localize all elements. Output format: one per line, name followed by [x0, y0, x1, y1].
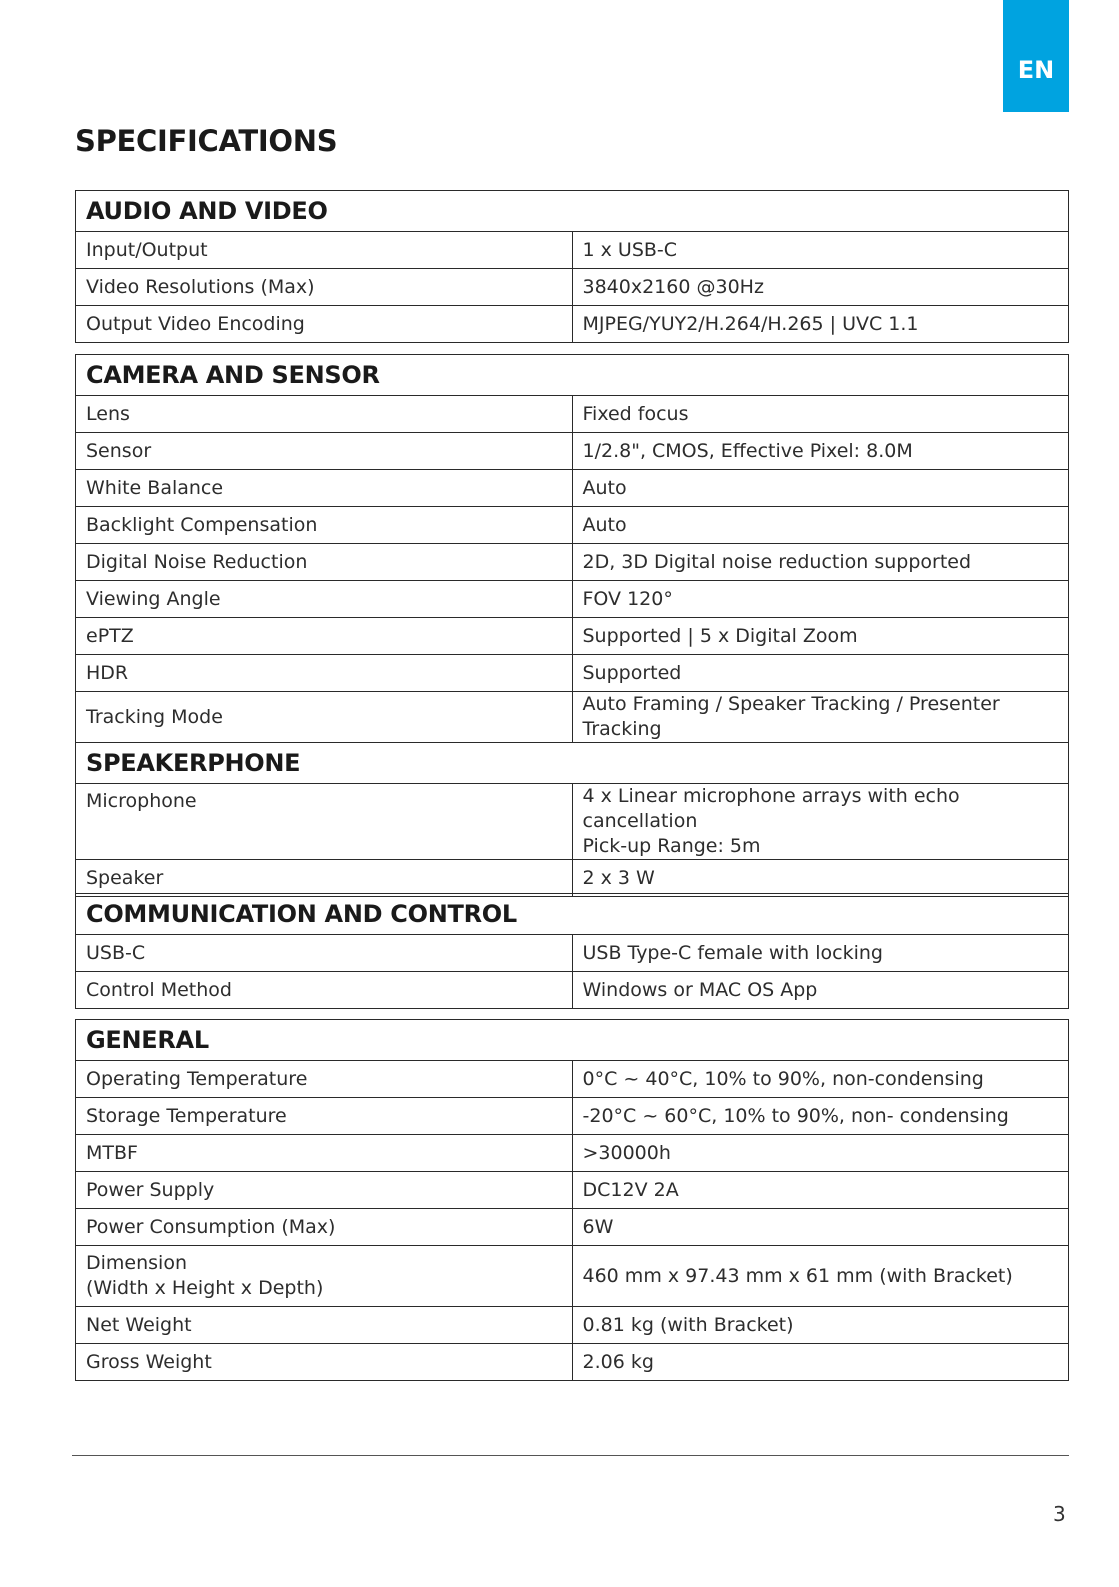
- table-row: [76, 1209, 1069, 1246]
- spec-key: Lens: [76, 396, 573, 433]
- spec-table-communication-control: [75, 893, 1069, 1009]
- spec-value: Supported | 5 x Digital Zoom: [572, 618, 1069, 655]
- language-tab: [1003, 0, 1069, 112]
- footer-divider: [72, 1455, 1069, 1456]
- spec-value: Auto Framing / Speaker Tracking / Presenter Tracking: [572, 692, 1069, 743]
- spec-value: Fixed focus: [572, 396, 1069, 433]
- spec-table-audio-video: [75, 190, 1069, 343]
- table-row: [76, 1344, 1069, 1381]
- table-row: [76, 692, 1069, 743]
- spec-value: DC12V 2A: [572, 1172, 1069, 1209]
- spec-value: 460 mm x 97.43 mm x 61 mm (with Bracket): [572, 1246, 1069, 1307]
- page-title: SPECIFICATIONS: [75, 124, 338, 158]
- spec-key: Digital Noise Reduction: [76, 544, 573, 581]
- table-row: [76, 1246, 1069, 1307]
- spec-key: Viewing Angle: [76, 581, 573, 618]
- table-row: [76, 269, 1069, 306]
- spec-value: MJPEG/YUY2/H.264/H.265 | UVC 1.1: [572, 306, 1069, 343]
- spec-key: [76, 1246, 573, 1307]
- table-row: [76, 618, 1069, 655]
- spec-key: Backlight Compensation: [76, 507, 573, 544]
- section-heading: GENERAL: [76, 1020, 1069, 1061]
- spec-value: 1 x USB-C: [572, 232, 1069, 269]
- spec-key: Storage Temperature: [76, 1098, 573, 1135]
- spec-value: 2D, 3D Digital noise reduction supported: [572, 544, 1069, 581]
- table-row: [76, 1307, 1069, 1344]
- spec-table-speakerphone: [75, 742, 1069, 897]
- spec-key: Output Video Encoding: [76, 306, 573, 343]
- page-number: 3: [1053, 1502, 1066, 1526]
- table-row: [76, 507, 1069, 544]
- spec-table-camera-sensor: [75, 354, 1069, 743]
- spec-key-line: Dimension: [86, 1252, 187, 1274]
- table-row: [76, 1098, 1069, 1135]
- table-row: [76, 1135, 1069, 1172]
- spec-value: 0.81 kg (with Bracket): [572, 1307, 1069, 1344]
- table-row: [76, 306, 1069, 343]
- table-row: [76, 655, 1069, 692]
- table-row: [76, 232, 1069, 269]
- table-row: [76, 860, 1069, 897]
- table-row: [76, 972, 1069, 1009]
- spec-key: Video Resolutions (Max): [76, 269, 573, 306]
- spec-value: -20°C ~ 60°C, 10% to 90%, non- condensing: [572, 1098, 1069, 1135]
- spec-value: Windows or MAC OS App: [572, 972, 1069, 1009]
- table-row: [76, 581, 1069, 618]
- table-row: [76, 396, 1069, 433]
- section-heading: CAMERA AND SENSOR: [76, 355, 1069, 396]
- table-row: [76, 1061, 1069, 1098]
- spec-value: >30000h: [572, 1135, 1069, 1172]
- table-row: [76, 433, 1069, 470]
- spec-key-line: (Width x Height x Depth): [86, 1277, 324, 1299]
- table-row: [76, 1172, 1069, 1209]
- spec-key: Gross Weight: [76, 1344, 573, 1381]
- spec-table-general: [75, 1019, 1069, 1381]
- language-tab-label: EN: [1017, 56, 1055, 84]
- spec-value-line: 4 x Linear microphone arrays with echo cancellation: [582, 785, 960, 832]
- table-row: [76, 935, 1069, 972]
- spec-key: Power Supply: [76, 1172, 573, 1209]
- spec-key: Speaker: [76, 860, 573, 897]
- spec-key: Net Weight: [76, 1307, 573, 1344]
- spec-key: Tracking Mode: [76, 692, 573, 743]
- section-heading: SPEAKERPHONE: [76, 743, 1069, 784]
- spec-value: USB Type-C female with locking: [572, 935, 1069, 972]
- spec-key: Microphone: [76, 784, 573, 860]
- spec-value: 6W: [572, 1209, 1069, 1246]
- spec-value: [572, 784, 1069, 860]
- spec-value: 2 x 3 W: [572, 860, 1069, 897]
- spec-value: Supported: [572, 655, 1069, 692]
- spec-value: 1/2.8", CMOS, Effective Pixel: 8.0M: [572, 433, 1069, 470]
- spec-key: Sensor: [76, 433, 573, 470]
- spec-value: Auto: [572, 507, 1069, 544]
- spec-value: 0°C ~ 40°C, 10% to 90%, non-condensing: [572, 1061, 1069, 1098]
- spec-key: MTBF: [76, 1135, 573, 1172]
- table-row: [76, 470, 1069, 507]
- spec-key: Input/Output: [76, 232, 573, 269]
- spec-value: 2.06 kg: [572, 1344, 1069, 1381]
- spec-key: HDR: [76, 655, 573, 692]
- spec-key: ePTZ: [76, 618, 573, 655]
- spec-key: USB-C: [76, 935, 573, 972]
- spec-key: White Balance: [76, 470, 573, 507]
- spec-key: Power Consumption (Max): [76, 1209, 573, 1246]
- section-heading: AUDIO AND VIDEO: [76, 191, 1069, 232]
- spec-value: FOV 120°: [572, 581, 1069, 618]
- spec-value: 3840x2160 @30Hz: [572, 269, 1069, 306]
- table-row: [76, 544, 1069, 581]
- spec-key: Operating Temperature: [76, 1061, 573, 1098]
- section-heading: COMMUNICATION AND CONTROL: [76, 894, 1069, 935]
- table-row: [76, 784, 1069, 860]
- spec-value-line: Pick-up Range: 5m: [582, 835, 761, 857]
- spec-key: Control Method: [76, 972, 573, 1009]
- spec-value: Auto: [572, 470, 1069, 507]
